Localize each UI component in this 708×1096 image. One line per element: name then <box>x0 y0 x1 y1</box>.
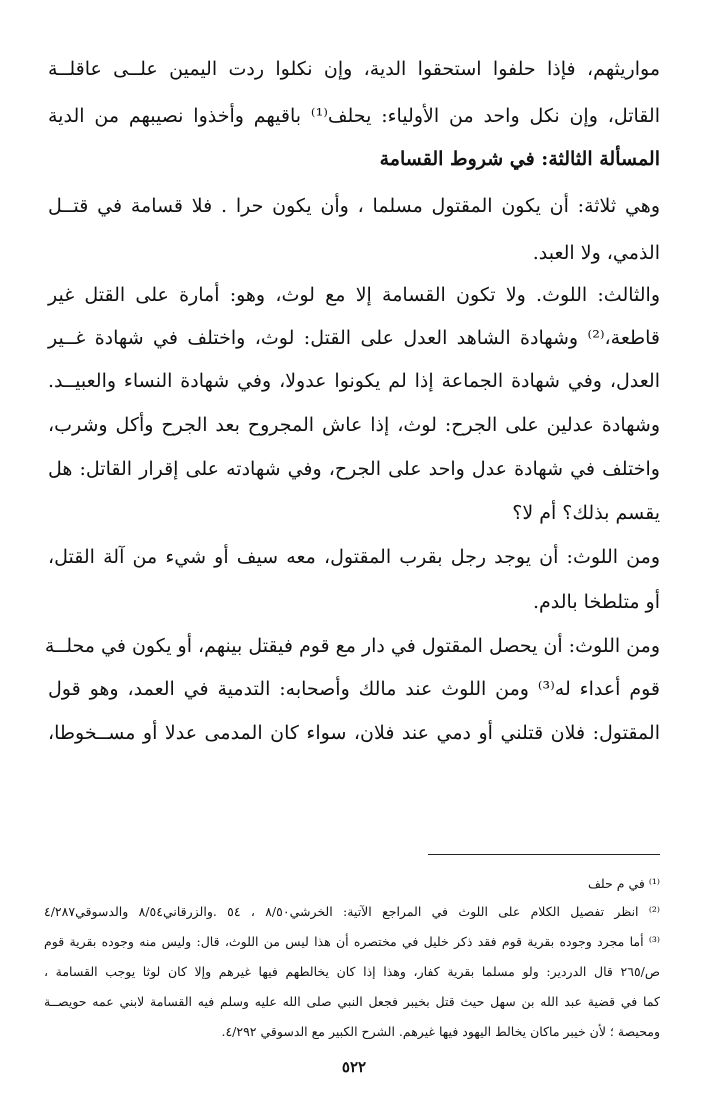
footnote-1: ⁽¹⁾ في م حلف <box>587 876 660 891</box>
body-line-13: أو متلطخا بالدم. <box>532 591 660 613</box>
page-number: ٥٢٢ <box>341 1058 367 1076</box>
body-line-2: القاتل، وإن نكل واحد من الأولياء: يحلف⁽¹⁾ باقيهم وأخذوا نصيبهم من الدية <box>48 105 660 127</box>
body-line-9: وشهادة عدلين على الجرح: لوث، إذا عاش المجروح بعد الجرح وأكل وشرب، <box>48 414 660 436</box>
footnote-3-line-4: ومحيصة ؛ لأن خيبر ماكان يخالط اليهود فيها غيرهم. الشرح الكبير مع الدسوقي ٤/٢٩٢. <box>221 1024 660 1039</box>
body-line-14: ومن اللوث: أن يحصل المقتول في دار مع قوم فيقتل بينهم، أو يكون في محلــة <box>44 635 660 657</box>
body-line-1: مواريثهم، فإذا حلفوا استحقوا الدية، وإن نكلوا ردت اليمين علــى عاقلــة <box>48 58 660 80</box>
body-line-5: الذمي، ولا العبد. <box>532 242 660 264</box>
footnote-separator <box>428 854 660 855</box>
body-line-10: واختلف في شهادة عدل واحد على الجرح، وفي شهادته على إقرار القاتل: هل <box>48 458 660 480</box>
body-line-11: يقسم بذلك؟ أم لا؟ <box>512 502 660 524</box>
body-line-12: ومن اللوث: أن يوجد رجل بقرب المقتول، معه سيف أو شيء من آلة القتل، <box>48 546 660 568</box>
body-line-8: العدل، وفي شهادة الجماعة إذا لم يكونوا عدولا، وفي شهادة النساء والعبيــد. <box>48 370 660 392</box>
section-heading: المسألة الثالثة: في شروط القسامة <box>379 148 660 170</box>
body-line-16: المقتول: فلان قتلني أو دمي عند فلان، سواء كان المدمى عدلا أو مســخوطا، <box>48 722 660 744</box>
footnote-2: ⁽²⁾ انظر تفصيل الكلام على اللوث في المراجع الآتية: الخرشي٨/٥٠ ، ٥٤ .والزرقاني٨/٥٤ والدسوقي٤/٢٨٧ <box>44 904 660 919</box>
body-line-4: وهي ثلاثة: أن يكون المقتول مسلما ، وأن يكون حرا . فلا قسامة في قتــل <box>48 195 660 217</box>
footnote-3-line-2: ص/٢٦٥ قال الدردير: ولو مسلما بقرية كفار، وهذا إذا كان يخالطهم فيها غيرهم وإلا كان لوثا يوجب القسامة ، <box>44 964 660 979</box>
footnote-3-line-1: ⁽³⁾ أما مجرد وجوده بقرية قوم فقد ذكر خليل في مختصره أن هذا ليس من اللوث، قال: وليس منه وجوده بقرية قوم <box>44 934 660 949</box>
body-line-15: قوم أعداء له⁽³⁾ ومن اللوث عند مالك وأصحابه: التدمية في العمد، وهو قول <box>48 678 661 700</box>
footnote-3-line-3: كما في قضية عبد الله بن سهل حيث قتل بخيبر فجعل النبي صلى الله عليه وسلم فيه القسامة لابني عمه حويصــة <box>44 994 660 1009</box>
body-line-6: والثالث: اللوث. ولا تكون القسامة إلا مع لوث، وهو: أمارة على القتل غير <box>48 284 660 306</box>
body-line-7: قاطعة،⁽²⁾ وشهادة الشاهد العدل على القتل: لوث، واختلف في شهادة غــير <box>48 327 660 349</box>
